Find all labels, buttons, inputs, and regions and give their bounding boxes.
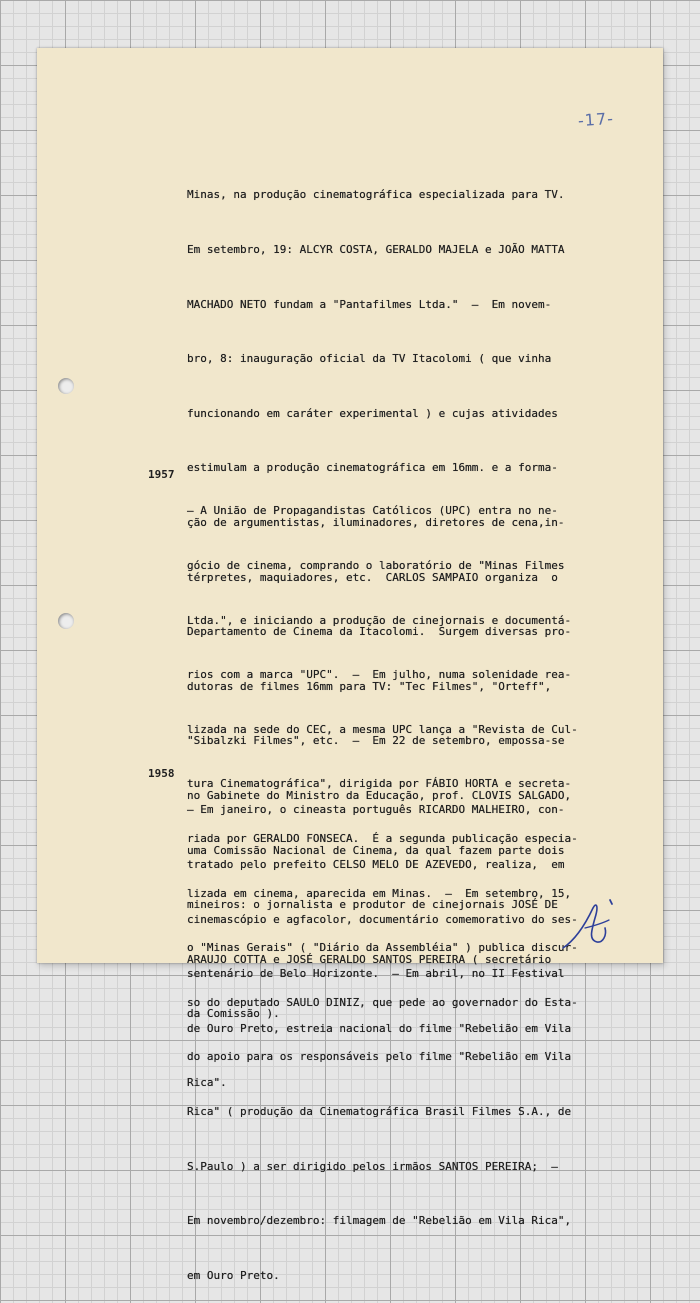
paragraph-1958 — [187, 765, 578, 1111]
text-line: Rica" ( produção da Cinematográfica Brasil Filmes S.A., de — [187, 1104, 572, 1118]
page-number: -17- — [577, 108, 615, 131]
text-line: "Sibalzki Filmes", etc. — Em 22 de setembro, empossa-se — [187, 734, 565, 748]
text-line: mineiros: o jornalista e produtor de cinejornais JOSÉ DE — [187, 898, 558, 912]
text-line: térpretes, maquiadores, etc. CARLOS SAMPAIO organiza o — [187, 570, 558, 584]
text-line: Departamento de Cinema da Itacolomi. Surgem diversas pro- — [187, 625, 572, 639]
text-line: lizada na sede do CEC, a mesma UPC lança a "Revista de Cul- — [187, 722, 578, 736]
text-line: bro, 8: inauguração oficial da TV Itacolomi ( que vinha — [187, 352, 552, 366]
text-line: MACHADO NETO fundam a "Pantafilmes Ltda." — Em novem- — [187, 297, 552, 311]
text-line: o "Minas Gerais" ( "Diário da Assembléia" ) publica discur- — [187, 941, 578, 955]
text-line: Em novembro/dezembro: filmagem de "Rebelião em Vila Rica", — [187, 1214, 572, 1228]
text-line: rios com a marca "UPC". — Em julho, numa solenidade rea- — [187, 668, 572, 682]
text-line: ARAUJO COTTA e JOSÉ GERALDO SANTOS PEREIRA ( secretário — [187, 952, 552, 966]
text-line: S.Paulo ) a ser dirigido pelos irmãos SANTOS PEREIRA; — — [187, 1159, 558, 1173]
text-line: riada por GERALDO FONSECA. É a segunda publicação especia- — [187, 831, 578, 845]
text-line: sentenário de Belo Horizonte. — Em abril, no II Festival — [187, 967, 565, 981]
text-line: de Ouro Preto, estreia nacional do filme "Rebelião em Vila — [187, 1021, 572, 1035]
text-line: Em setembro, 19: ALCYR COSTA, GERALDO MAJELA e JOÃO MATTA — [187, 243, 565, 256]
text-line: ção de argumentistas, iluminadores, diretores de cena,in- — [187, 515, 565, 529]
text-line: lizada em cinema, aparecida em Minas. — Em setembro, 15, — [187, 886, 572, 900]
text-line: da Comissão ). — [187, 1007, 280, 1021]
punch-hole — [58, 378, 74, 394]
text-line: funcionando em caráter experimental ) e cujas atividades — [187, 406, 558, 420]
text-line: em Ouro Preto. — [187, 1268, 280, 1282]
text-line: Rica". — [187, 1076, 227, 1090]
text-line: so do deputado SAULO DINIZ, que pede ao governador do Esta- — [187, 995, 578, 1009]
text-line: dutoras de filmes 16mm para TV: "Tec Filmes", "Orteff", — [187, 679, 552, 693]
text-line: — Em janeiro, o cineasta português RICARDO MALHEIRO, con- — [187, 803, 565, 817]
text-line: no Gabinete do Ministro da Educação, prof. CLOVIS SALGADO, — [187, 788, 572, 802]
text-line: tratado pelo prefeito CELSO MELO DE AZEVEDO, realiza, em — [187, 858, 565, 871]
text-line: cinemascópio e agfacolor, documentário comemorativo do ses- — [187, 912, 578, 926]
text-line: Ltda.", e iniciando a produção de cinejornais e documentá- — [187, 613, 572, 627]
punch-hole — [58, 613, 74, 629]
year-label-1958: 1958 — [148, 767, 175, 780]
text-line: gócio de cinema, comprando o laboratório de "Minas Filmes — [187, 559, 565, 572]
text-line: uma Comissão Nacional de Cinema, da qual fazem parte dois — [187, 843, 565, 857]
handwritten-signature — [555, 880, 625, 960]
text-line: — A União de Propagandistas Católicos (UPC) entra no ne- — [187, 504, 558, 518]
text-line: do apoio para os responsáveis pelo filme "Rebelião em Vila — [187, 1050, 572, 1064]
year-label-1957: 1957 — [148, 468, 175, 481]
text-line: estimulam a produção cinematográfica em 16mm. e a forma- — [187, 461, 558, 475]
text-line: Minas, na produção cinematográfica especializada para TV. — [187, 188, 565, 202]
text-line: tura Cinematográfica", dirigida por FÁBIO HORTA e secreta- — [187, 777, 572, 791]
